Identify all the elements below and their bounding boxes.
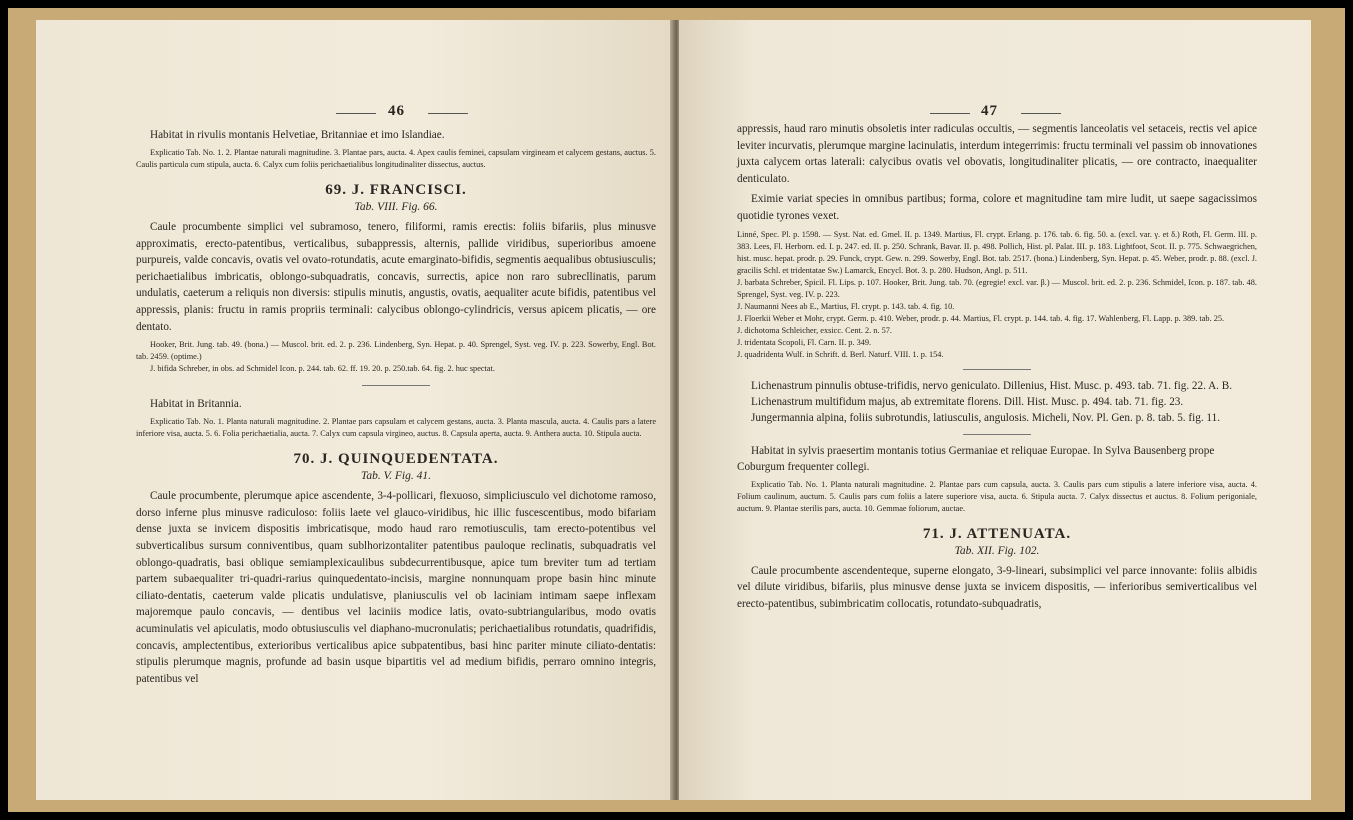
- explicatio-text: Explicatio Tab. No. 1. Planta naturali magnitudine. 2. Plantae pars capsulam et calycem gestans, aucta. 3. Planta mascula, aucta. 4. Caulis pars a latere inferiore visa, aucta. 5. 6. Folia perichaetialia, aucta. 7. Calyx cum capsula virgineo, auctus. 8. Capsula aperta, aucta. 9. Anthera aucta. 10. Stipula aucta.: [136, 417, 656, 439]
- plate-reference: Tab. XII. Fig. 102.: [954, 544, 1040, 557]
- synonym-line: J. tridentata Scopoli, Fl. Carn. II. p. 349.: [737, 337, 872, 347]
- synonym-line: J. barbata Schreber, Spicil. Fl. Lips. p. 107. Hooker, Brit. Jung. tab. 70. (egregie! excl. var. β.) — Muscol. brit. ed. 2. p. 236. Schmidel, Icon. p. 187. tab. 48. Sprengel, Syst. veg. IV. p. 223.: [737, 277, 1257, 299]
- species-description: Caule procumbente, plerumque apice ascendente, 3-4-pollicari, flexuoso, simpliciusculo vel dichotome ramoso, dorso inferne plus minusve radiculoso: foliis laete vel glauco-viridibus, hic illic fuscescentibus, modo bifariam dense juxta se invicem dispositis imbricatisque, modo haud raro remotiusculis, tam erecto-potentibus vel subverticalibus sursum conniventibus, quam sublhorizontaliter patentibus pauloque reclinatis, subquadratis vel oblongo-quadratis, basi oblique semiamplexicaulibus subdecurrentibusque, apice tum breviter tum ad tertiam partem subaequaliter tri-quadri-rarius quinquedentato-incisis, margine nonnunquam prope basin hinc minute ciliato-dentatis, caeterum valde plicatis undulatisve, planiusculis vel ob laciniam intimam saepe inflexam majoremque paulo concavis, — dentibus vel laciniis modice latis, ovato-subtriangularibus, modo ovatis acuminulatis vel apiculatis, modo obtusiusculis vel diaphano-mucronulatis; perichaetialibus rotundatis, quadrifidis, concavis, amplectentibus, exterioribus verticalibus apice subpatentibus, basi hinc pariter minute ciliato-dentatis: stipulis plerumque magnis, profunde ad basin usque bipartitis vel ad medium bifidis, perraro omnino integris, patentibus vel: [136, 490, 656, 685]
- lichenastrum-line: Lichenastrum pinnulis obtuse-trifidis, nervo geniculato. Dillenius, Hist. Musc. p. 493. tab. 71. fig. 22. A. B.: [751, 379, 1233, 392]
- species-description: Caule procumbente ascendenteque, superne elongato, 3-9-lineari, subsimplici vel parce innovante: foliis albidis vel dilute viridibus, bifariis, plus minusve dense juxta se invicem dispositis, — inferioribus semiverticalibus vel erecto-patentibus, subimbricatim collocatis, rotundato-subquadratis,: [737, 564, 1257, 610]
- page-number: 46: [388, 103, 405, 119]
- synonym-list: [737, 229, 1257, 361]
- plate-reference: Tab. VIII. Fig. 66.: [354, 201, 438, 213]
- plate-reference: Tab. V. Fig. 41.: [361, 470, 431, 483]
- species-description: Caule procumbente simplici vel subramoso, tenero, filiformi, ramis erectis: foliis bifariis, plus minusve approximatis, erecto-patentibus, verticalibus, subappressis, alternis, pallide viridibus, superioribus amoene purpureis, valde concavis, ovatis vel ovato-rotundatis, acute emarginato-bifidis, segmentis aequalibus obtusiusculis; perichaetialibus imbricatis, oblongo-subquadratis, concavis, surrectis, apice non raro subrecllinatis, parum undulatis, caeterum a reliquis non diversis: stipulis minutis, angustis, ovatis, aequaliter acute bifidis, patentibus vel appressis, planis: fructu in ramis propriis terminali: calycibus oblongo-cylindricis, versus apicem plicatis, — ore dentato.: [136, 221, 656, 333]
- continued-description: appressis, haud raro minutis obsoletis inter radiculas occultis, — segmentis lanceolatis vel setaceis, rectis vel apice leviter incurvatis, plerumque margine lacinulatis, interdum integerrimis: fructu terminali vel passim ob innovationes juxta calycem ortas laterali: calycibus ovatis vel obovatis, longitudinaliter plicatis, — ore contracto, inaequaliter denticulato.: [737, 123, 1257, 185]
- explicatio-text: Explicatio Tab. No. 1. Planta naturali magnitudine. 2. Plantae pars cum capsula, aucta. 3. Caulis pars cum stipulis a latere inferiore visa, aucta. 4. Folium caulinum, auctum. 5. Caulis pars cum foliis a latere superiore visa, aucta. 6. Stipula aucta. 7. Calyx dissectus et auctus. 8. Folium perigoniale, auctum. 9. Plantae sterilis pars, aucta. 10. Gemmae foliorum, auctae.: [737, 479, 1257, 513]
- right-text-column: [737, 121, 1257, 612]
- synonym-line: J. Naumanni Nees ab E., Martius, Fl. crypt. p. 143. tab. 4. fig. 10.: [737, 301, 955, 311]
- page-number-rule-right: [1021, 113, 1061, 114]
- habitat-text: Habitat in Britannia.: [150, 398, 242, 411]
- species-heading: 69. J. FRANCISCI.: [325, 182, 467, 198]
- habitat-text: Habitat in sylvis praesertim montanis totius Germaniae et reliquae Europae. In Sylva Bausenberg prope Coburgum frequenter collegi.: [737, 444, 1215, 473]
- species-heading: 71. J. ATTENUATA.: [922, 525, 1072, 542]
- synonym-line: J. dichotoma Schleicher, exsicc. Cent. 2. n. 57.: [737, 325, 892, 335]
- page-number-rule-left: [336, 113, 376, 114]
- reference-line: J. bifida Schreber, in obs. ad Schmidel Icon. p. 244. tab. 62. ff. 19. 20. p. 250.tab. 64. fig. 2. huc spectat.: [150, 364, 495, 374]
- synonym-line: J. Floerkii Weber et Mohr, crypt. Germ. p. 410. Weber, prodr. p. 44. Martius, Fl. crypt. p. 144. tab. 4. fig. 17. Wahlenberg, Fl. Lapp. p. 389. tab. 25.: [737, 313, 1225, 323]
- page-number-rule-right: [428, 113, 468, 114]
- synonym-line: J. quadridenta Wulf. in Schrift. d. Berl. Naturf. VIII. 1. p. 154.: [737, 349, 944, 359]
- lichenastrum-line: Lichenastrum multifidum majus, ab extremitate florens. Dill. Hist. Musc. p. 494. tab. 71. fig. 23.: [751, 395, 1184, 408]
- habitat-text: Habitat in rivulis montanis Helvetiae, Britanniae et imo Islandiae.: [150, 129, 445, 141]
- page-number-rule-left: [930, 113, 970, 114]
- left-text-column: [136, 127, 656, 687]
- lichenastrum-line: Jungermannia alpina, foliis subrotundis, latiusculis, angulosis. Micheli, Nov. Pl. Gen. p. 8. tab. 5. fig. 11.: [751, 411, 1220, 424]
- page-number: 47: [981, 103, 998, 119]
- explicatio-text: Explicatio Tab. No. 1. 2. Plantae naturali magnitudine. 3. Plantae pars, aucta. 4. Apex caulis feminei, capsulam virgineam et calycem gestans, auctus. 5. Caulis particula cum stipula, aucta. 6. Calyx cum foliis perichaetialibus longitudinaliter dissectus, auctus.: [136, 148, 656, 169]
- species-heading: 70. J. QUINQUEDENTATA.: [293, 451, 499, 468]
- reference-line: Hooker, Brit. Jung. tab. 49. (bona.) — Muscol. brit. ed. 2. p. 236. Lindenberg, Syn. Hepat. p. 40. Sprengel, Syst. veg. IV. p. 223. Sowerby, Engl. Bot. tab. 2459. (optime.): [136, 340, 656, 362]
- left-page: [36, 20, 674, 800]
- synonym-line: Linné, Spec. Pl. p. 1598. — Syst. Nat. ed. Gmel. II. p. 1349. Martius, Fl. crypt. Erlang. p. 176. tab. 6. fig. 50. a. (excl. var. γ. et δ.) Roth, Fl. Germ. III. p. 383. Lees, Fl. Herborn. ed. I. p. 247. ed. II. p. 250. Schrank, Bavar. II. p. 498. Pollich, Hist. pl. Palat. III. p. 183. Lightfoot, Scot. II. p. 775. Schwaegrichen, hist. musc. hepat. prodr. p. 29. Funck, crypt. Gew. n. 299. Sowerby, Engl. Bot. tab. 2517. (bona.) Lindenberg, Syn. Hepat. p. 45. Weber, prodr. p. 88. (excl. J. gracilis Schl. et tridentatae Sw.) Lamarck, Encycl. Bot. 3. p. 280. Hudson, Angl. p. 511.: [737, 229, 1258, 275]
- species-note: Eximie variat species in omnibus partibus; forma, colore et magnitudine tam mire ludit, ut saepe sagacissimos quotidie tyrones vexet.: [737, 193, 1257, 222]
- right-page: [679, 20, 1311, 800]
